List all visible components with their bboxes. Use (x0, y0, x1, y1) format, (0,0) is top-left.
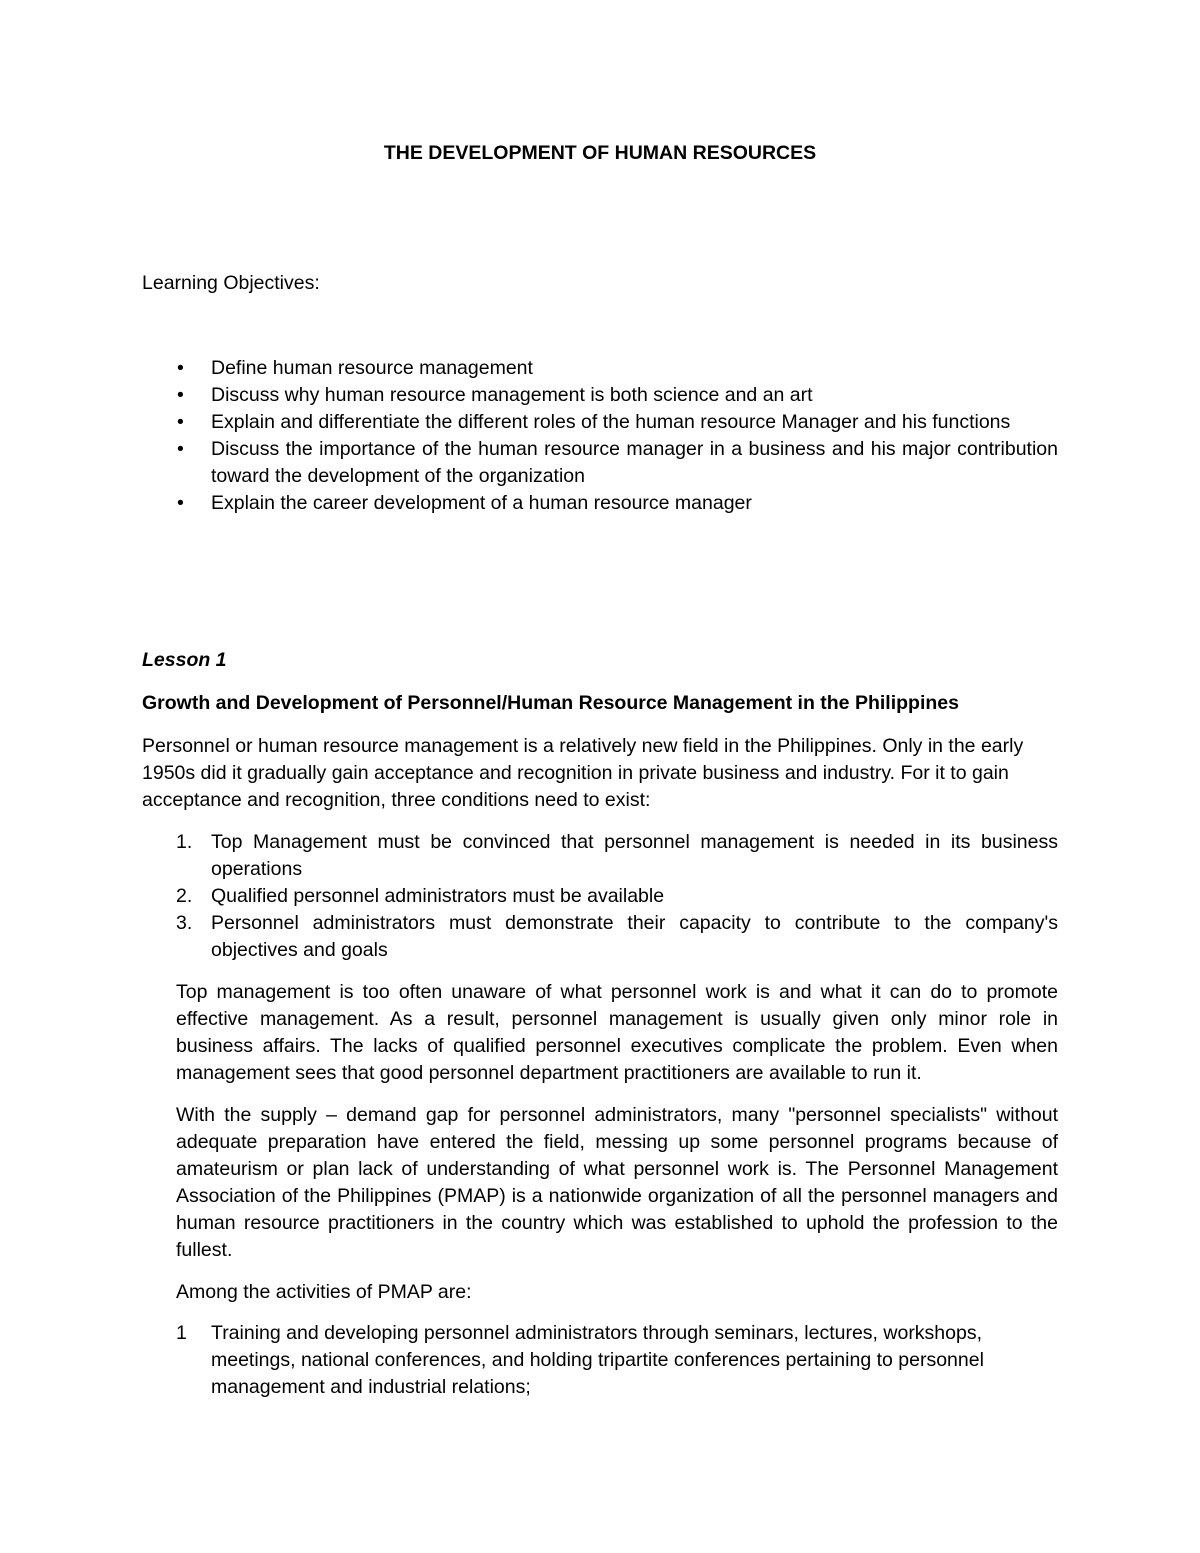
objectives-list (142, 355, 1058, 517)
lesson-label: Lesson 1 (142, 649, 227, 671)
pmap-activities-list (176, 1320, 1058, 1401)
condition-item (142, 829, 1058, 883)
bullet-icon: • (177, 438, 184, 460)
list-number: 1. (176, 831, 193, 853)
condition-item (142, 883, 1058, 910)
list-number: 2. (176, 885, 193, 907)
objective-item (142, 436, 1058, 490)
objective-text: Explain the career development of a human resource manager (211, 492, 752, 514)
condition-text: Top Management must be convinced that personnel management is needed in its business operations (211, 831, 1058, 880)
objective-text: Discuss why human resource management is both science and an art (211, 384, 813, 406)
objective-text: Explain and differentiate the different roles of the human resource Manager and his functions (211, 411, 1011, 433)
paragraph-top-management: Top management is too often unaware of what personnel work is and what it can do to promote effective management. As a result, personnel management is usually given only minor role in business affairs. The lacks of qualified personnel executives complicate the problem. Even when management sees that good personnel department practitioners are available to run it. (176, 981, 1058, 1084)
lesson-heading: Growth and Development of Personnel/Human Resource Management in the Philippines (142, 692, 959, 714)
condition-text: Qualified personnel administrators must be available (211, 885, 665, 907)
objective-item (142, 409, 1058, 436)
objective-item (142, 490, 1058, 517)
pmap-activity-text: Training and developing personnel administrators through seminars, lectures, workshops, meetings, national conferences, and holding tripartite conferences pertaining to personnel management and industrial relations; (211, 1322, 984, 1398)
learning-objectives-label: Learning Objectives: (142, 272, 320, 294)
objective-text: Discuss the importance of the human resource manager in a business and his major contribution toward the development of the organization (211, 438, 1058, 487)
document-title: THE DEVELOPMENT OF HUMAN RESOURCES (383, 142, 817, 164)
paragraph-pmap-activities-intro: Among the activities of PMAP are: (176, 1281, 472, 1303)
intro-paragraph: Personnel or human resource management is a relatively new field in the Philippines. Only in the early 1950s did it gradually gain acceptance and recognition in private business and industry. For it to gain acceptance and recognition, three conditions need to exist: (142, 735, 1024, 811)
list-number: 1 (176, 1322, 187, 1344)
bullet-icon: • (177, 384, 184, 406)
condition-text: Personnel administrators must demonstrate their capacity to contribute to the company's objectives and goals (211, 912, 1058, 961)
pmap-activity-item (176, 1320, 1058, 1401)
bullet-icon: • (177, 492, 184, 514)
objective-item (142, 355, 1058, 382)
conditions-list (142, 829, 1058, 964)
list-number: 3. (176, 912, 193, 934)
bullet-icon: • (177, 411, 184, 433)
objective-item (142, 382, 1058, 409)
bullet-icon: • (177, 357, 184, 379)
paragraph-supply-demand: With the supply – demand gap for personnel administrators, many "personnel specialists" without adequate preparation have entered the field, messing up some personnel programs because of amateurism or plan lack of understanding of what personnel work is. The Personnel Management Association of the Philippines (PMAP) is a nationwide organization of all the personnel managers and human resource practitioners in the country which was established to uphold the profession to the fullest. (176, 1104, 1058, 1261)
objective-text: Define human resource management (211, 357, 533, 379)
condition-item (142, 910, 1058, 964)
